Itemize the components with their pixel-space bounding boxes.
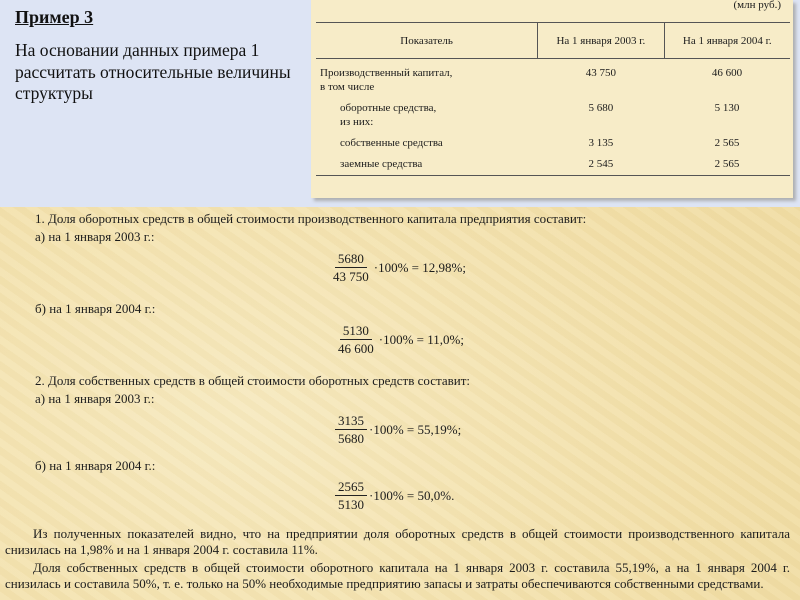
fraction-4-numerator: 2565 xyxy=(335,479,367,496)
row-value-2003 xyxy=(538,115,664,129)
table-row xyxy=(316,157,790,176)
row-value-2003: 3 135 xyxy=(588,137,614,149)
row-value-2004 xyxy=(664,115,790,129)
table-unit-label: (млн руб.) xyxy=(733,0,781,11)
fraction-4 xyxy=(335,479,367,512)
row-label: собственные средства xyxy=(340,137,443,149)
row-value-2004: 46 600 xyxy=(711,67,743,79)
fraction-3-denominator: 5680 xyxy=(338,431,364,446)
table-row xyxy=(316,115,790,129)
table-row xyxy=(316,66,790,80)
header-2004: На 1 января 2004 г. xyxy=(664,23,790,59)
overlay-text-block xyxy=(15,6,307,105)
table-row xyxy=(316,101,790,115)
header-2003: На 1 января 2003 г. xyxy=(538,23,664,59)
conclusion-paragraph-1: Из полученных показателей видно, что на предприятии доля оборотных средств в общей стоимости производственного капитала снизилась на 1,98% и на 1 января 2004 г. составила 11%. xyxy=(5,526,790,557)
data-table xyxy=(316,22,790,176)
fraction-2 xyxy=(335,323,377,356)
header-indicator: Показатель xyxy=(316,23,538,59)
row-value-2003: 43 750 xyxy=(585,67,616,79)
fraction-1-denominator: 43 750 xyxy=(333,269,369,284)
row-value-2004: 5 130 xyxy=(714,102,740,114)
table-row xyxy=(316,80,790,94)
row-value-2004: 2 565 xyxy=(714,137,740,149)
row-value-2004: 2 565 xyxy=(664,157,790,176)
row-label: Производственный капитал, xyxy=(320,67,453,79)
task-description: На основании данных примера 1 рассчитать относительные величины структуры xyxy=(15,40,291,103)
row-value-2003: 2 545 xyxy=(538,157,664,176)
fraction-2-denominator: 46 600 xyxy=(338,341,374,356)
fraction-1 xyxy=(330,251,372,284)
conclusion-paragraph-2: Доля собственных средств в общей стоимости оборотного капитала на 1 января 2003 г. составила 55,19%, а на 1 января 2004 г. снизилась и составила 50%, т. е. только на 50% необходимые предприятию запасы и затраты обеспечиваются собственными средствами. xyxy=(5,560,790,591)
table-row xyxy=(316,136,790,150)
formula-2 xyxy=(335,323,464,356)
formula-3-result: ·100% = 55,19%; xyxy=(369,421,462,437)
item1-b-label: б) на 1 января 2004 г.: xyxy=(35,301,156,316)
table-header-row xyxy=(316,23,790,59)
formula-1 xyxy=(330,251,466,284)
row-label: заемные средства xyxy=(316,157,538,176)
row-label: оборотные средства, xyxy=(340,102,437,114)
formula-4-result: ·100% = 50,0%. xyxy=(369,487,455,503)
formula-4 xyxy=(335,479,454,512)
example-title: Пример 3 xyxy=(15,7,94,27)
formula-3 xyxy=(335,413,461,446)
fraction-1-numerator: 5680 xyxy=(335,251,367,268)
item2-b-label: б) на 1 января 2004 г.: xyxy=(35,458,156,473)
item2-heading: 2. Доля собственных средств в общей стоимости оборотных средств составит: xyxy=(35,373,470,388)
row-value-2003: 5 680 xyxy=(588,102,614,114)
row-label: из них: xyxy=(340,116,374,128)
example-overlay xyxy=(0,0,800,207)
row-label: в том числе xyxy=(320,81,375,93)
item2-a-label: а) на 1 января 2003 г.: xyxy=(35,391,155,406)
formula-1-result: ·100% = 12,98%; xyxy=(373,259,466,275)
formula-2-result: ·100% = 11,0%; xyxy=(378,331,464,347)
fraction-4-denominator: 5130 xyxy=(338,497,364,512)
row-value-2003 xyxy=(538,80,664,94)
fraction-3-numerator: 3135 xyxy=(335,413,367,430)
item1-heading: 1. Доля оборотных средств в общей стоимости производственного капитала предприятия составит: xyxy=(35,211,587,226)
fraction-2-numerator: 5130 xyxy=(340,323,372,340)
data-table-panel xyxy=(311,0,793,198)
fraction-3 xyxy=(335,413,367,446)
row-value-2004 xyxy=(664,80,790,94)
item1-a-label: а) на 1 января 2003 г.: xyxy=(35,229,155,244)
